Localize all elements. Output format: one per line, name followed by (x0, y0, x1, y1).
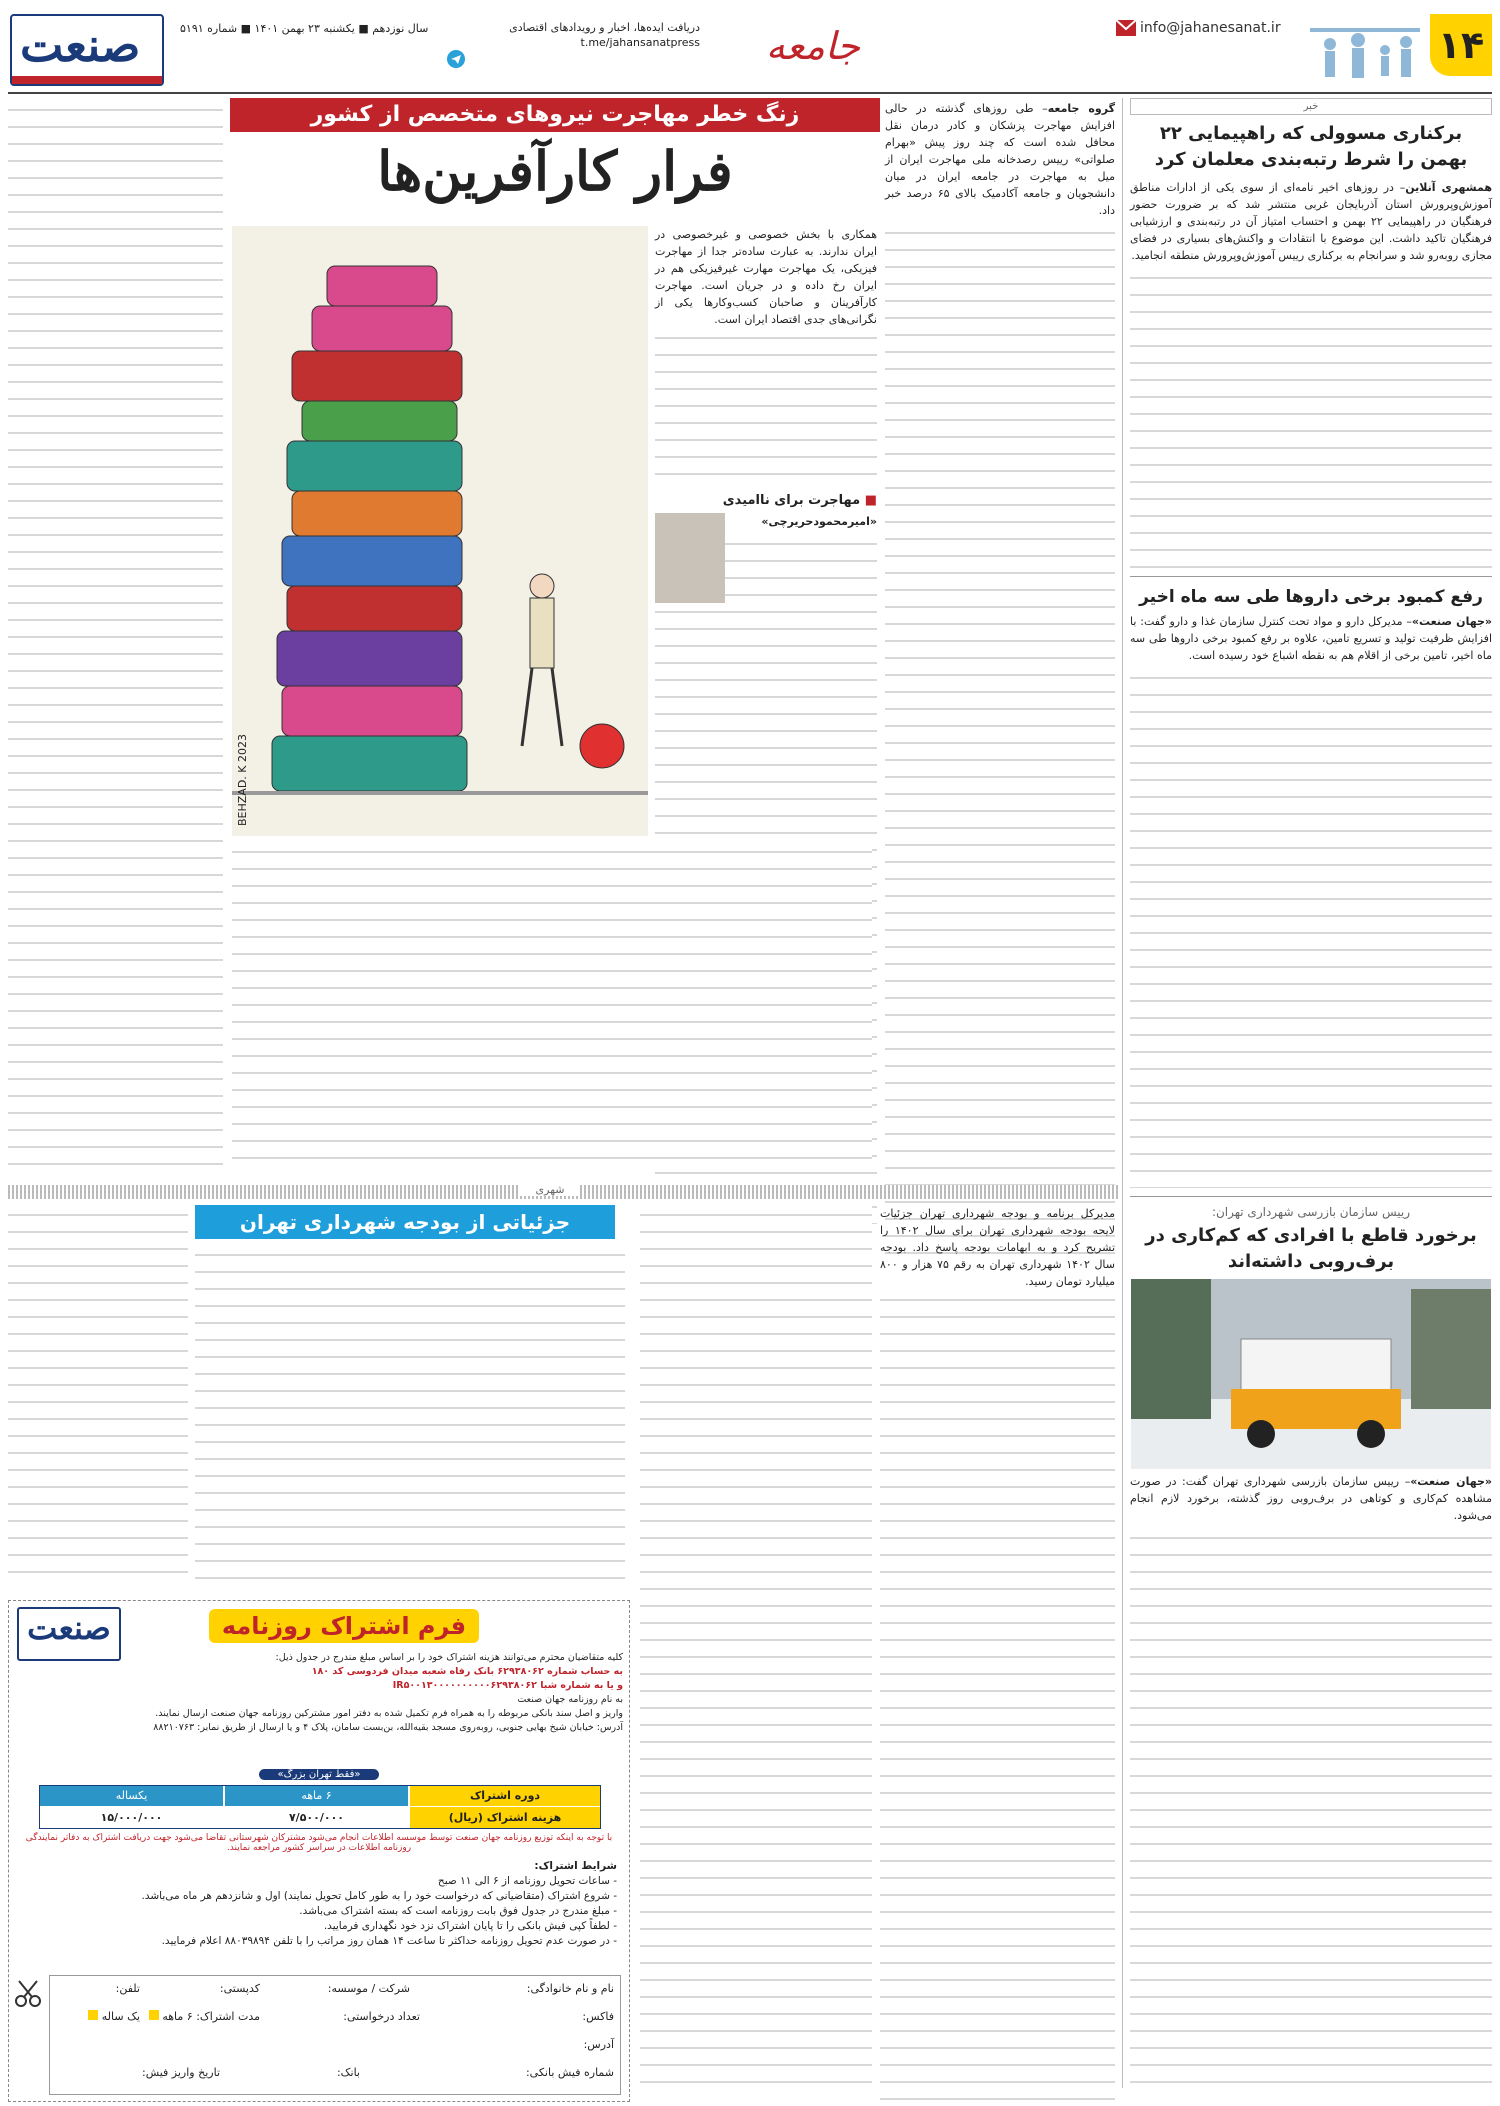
form-note: با توجه به اینکه توزیع روزنامه جهان صنعت توسط موسسه اطلاعات انجام می‌شود مشترکان شهرستانی تقاضا می‌شود جهت دریافت اشتراک به دفاتر نمایندگی روزنامه اطلاعات در سراسر کشور مراجعه نمایند. (25, 1833, 613, 1853)
sidebar-article3-title: برخورد قاطع با افرادی که کم‌کاری در برف‌روبی داشته‌اند (1145, 1225, 1477, 1272)
form-title: فرم اشتراک روزنامه (209, 1609, 479, 1643)
sidebar-article2-body (1130, 613, 1492, 1188)
budget-col4 (8, 1205, 188, 1585)
main-body: همکاری با بخش خصوصی و غیرخصوصی در ایران ندارند. به عبارت ساده‌تر جدا از مهاجرت فیزیکی، یک مهاجرت مهارت غیرفیزیکی هم در ایران رخ داده و در جریان است. مهاجرت کارآفرینان و صاحبان کسب‌وکارها یکی از نگرانی‌های جدی اقتصاد ایران است. (655, 228, 877, 326)
text-lines (8, 100, 223, 1180)
main-title: فرار کارآفرین‌ها (377, 139, 733, 203)
sidebar-article1-text: – در روزهای اخیر نامه‌ای از سوی یکی از ادارات مناطق آموزش‌وپرورش استان آذربایجان غربی منتشر شد که بر ضرورت حضور فرهنگیان در راهپیمایی ۲۲ بهمن و احتساب امتیاز آن در رتبه‌بندی و ارزشیابی فرهنگیان تاکید داشت. این موضوع با انتقادات و واکنش‌های بسیاری در فضای مجازی روبه‌رو شد و سرانجام به برکناری رییس آموزش‌وپرورش منطقه انجامید. (1130, 181, 1492, 262)
main-col-left (8, 100, 223, 1180)
field-duration-label: مدت اشتراک: ۶ ماهه (162, 2010, 260, 2023)
field-bank-label: بانک: (336, 2066, 360, 2079)
field-postal[interactable] (220, 1982, 260, 1995)
form-line1: به حساب شماره ۶۲۹۳۸۰۶۲ بانک رفاه شعبه میدان فردوسی کد ۱۸۰ (311, 1666, 623, 1677)
issue-info: سال نوزدهم ■ یکشنبه ۲۳ بهمن ۱۴۰۱ ■ شماره ۵۱۹۱ (180, 22, 429, 35)
subscriber-fields (49, 1975, 621, 2095)
field-date-label: تاریخ واریز فیش: (142, 2066, 220, 2079)
field-bank[interactable] (337, 2066, 360, 2079)
text-lines (232, 842, 872, 1172)
field-address-label: آدرس: (583, 2038, 614, 2051)
sidebar-article3-text: – رییس سازمان بازرسی شهرداری تهران گفت: در صورت مشاهده کم‌کاری و کوتاهی در برف‌روبی روز گذشته، برخورد لازم انجام می‌شود. (1130, 1475, 1492, 1522)
td-6month: ۷/۵۰۰/۰۰۰ (288, 1811, 345, 1824)
text-lines (880, 1290, 1115, 2100)
sidebar-article1-lead: همشهری آنلاین (1405, 181, 1493, 194)
sidebar-article1-title: برکناری مسوولی که راهپیمایی ۲۲ بهمن را شرط رتبه‌بندی معلمان کرد (1154, 123, 1468, 170)
form-intro: کلیه متقاضیان محترم می‌توانند هزینه اشتراک خود را بر اساس مبلغ مندرج در جدول ذیل: (275, 1652, 623, 1663)
main-kicker: زنگ خطر مهاجرت نیروهای متخصص از کشور (230, 98, 880, 132)
snow-plow-photo (1131, 1279, 1491, 1469)
form-conditions (27, 1859, 617, 1949)
sidebar-tag-news: خبر (1130, 98, 1492, 115)
field-year-label: یک ساله (101, 2010, 140, 2023)
form-instructions (123, 1651, 623, 1735)
sidebar-article1-body (1130, 179, 1492, 568)
section-title: جامعه (765, 24, 860, 68)
form-line2: و یا به شماره شبا IR۵۰۰۱۳۰۰۰۰۰۰۰۰۰۰۶۲۹۳۸۰۶۲ (392, 1680, 623, 1691)
form-logo-text: صنعت (27, 1609, 111, 1647)
text-lines (195, 1245, 625, 1585)
text-lines (1130, 268, 1492, 568)
text-lines (655, 328, 877, 488)
checkbox-12month[interactable] (88, 2010, 98, 2020)
conditions-title: شرایط اشتراک: (534, 1860, 617, 1872)
form-line4: واریز و اصل سند بانکی مربوطه را به همراه فرم تکمیل شده به دفتر امور مشترکین روزنامه جهان صنعت ارسال نمایند. (155, 1708, 623, 1719)
main-subhead (655, 492, 877, 509)
field-company[interactable] (328, 1982, 410, 1995)
condition-item: - ساعات تحویل روزنامه از ۶ الی ۱۱ صبح (437, 1875, 617, 1887)
main-intro (885, 100, 1115, 1263)
sidebar-article2-text: – مدیرکل دارو و مواد تحت کنترل سازمان غذا و دارو گفت: با افزایش ظرفیت تولید و تسریع تامین، علاوه بر رفع کمبود برخی داروها طی سه ماه اخیر، تامین برخی از اقلام هم به نقطه اشباع خود رسیده است. (1130, 615, 1492, 662)
text-lines (885, 223, 1115, 1263)
form-address: آدرس: خیابان شیخ بهایی جنوبی، روبه‌روی مسجد بقیه‌الله، بن‌بست سامان، پلاک ۴ و یا ارسال از طریق نمابر: ۸۸۲۱۰۷۶۳ (153, 1722, 623, 1733)
form-logo (17, 1607, 121, 1661)
checkbox-6month[interactable] (149, 2010, 159, 2020)
field-postal-label: کدپستی: (219, 1982, 260, 1995)
th-cost: هزینه اشتراک (ریال) (410, 1807, 600, 1828)
sidebar (1130, 98, 1492, 2088)
only-tehran: «فقط تهران بزرگ» (259, 1769, 379, 1780)
main-subhead-text: مهاجرت برای ناامیدی (722, 493, 861, 508)
budget-title: جزئیاتی از بودجه شهرداری تهران (195, 1205, 615, 1239)
family-icon (1310, 20, 1420, 80)
budget-col1 (880, 1205, 1115, 2100)
field-name[interactable] (527, 1982, 614, 1995)
field-phone-label: تلفن: (115, 1982, 140, 1995)
text-lines (1130, 1528, 1492, 2088)
field-year[interactable] (88, 2010, 140, 2023)
mail-icon (1115, 14, 1137, 40)
field-fax-label: فاکس: (582, 2010, 614, 2023)
header-divider (8, 92, 1492, 94)
td-12month: ۱۵/۰۰۰/۰۰۰ (100, 1811, 163, 1824)
scissors-icon (13, 1979, 43, 2009)
field-name-label: نام و نام خانوادگی: (526, 1982, 614, 1995)
divider (1130, 1196, 1492, 1197)
subscription-form (8, 1600, 630, 2102)
text-lines (640, 1205, 872, 2085)
logo-bar (12, 76, 162, 84)
logo-text: صنعت (20, 18, 141, 72)
main-intro-text: – طی روزهای گذشته در حالی افزایش مهاجرت پزشکان و کادر درمان نقل محافل شده است که چند روز پیش «بهرام صلواتی» رییس رصدخانه ملی مهاجرت ایران از میل به مهاجرت در جامعه ایران در میان دانشجویان و جامعه آکادمیک بالای ۶۵ درصد خبر داد. (885, 102, 1115, 217)
suitcase-cartoon (232, 226, 648, 836)
condition-item: - شروع اشتراک (متقاضیانی که درخواست خود را به طور کامل تحویل نمایند) اول و شانزدهم هر ماه می‌باشد. (141, 1890, 617, 1902)
field-address[interactable] (584, 2038, 614, 2051)
th-6month: ۶ ماهه (225, 1786, 408, 1806)
divider (1130, 576, 1492, 577)
column-rule (1122, 98, 1123, 2088)
telegram-icon (447, 50, 465, 68)
sidebar-article3-body (1130, 1473, 1492, 2088)
condition-item: - لطفاً کپی فیش بانکی را تا پایان اشتراک نزد خود نگهداری فرمایید. (323, 1920, 617, 1932)
telegram-link[interactable]: t.me/jahansanatpress (580, 36, 700, 49)
shahri-tag: شهری (520, 1183, 580, 1196)
text-lines (8, 1205, 188, 1585)
field-date[interactable] (142, 2066, 220, 2079)
quote-name: «امیرمحمودحریرچی» (761, 515, 877, 528)
price-table (39, 1785, 601, 1829)
th-12month: یکساله (40, 1786, 223, 1806)
main-col-bottom (232, 842, 872, 1172)
cartoon-signature: BEHZAD. K 2023 (236, 734, 249, 826)
author-photo (655, 513, 725, 603)
page-header (0, 0, 1500, 96)
main-lead-author: گروه جامعه (1047, 102, 1115, 115)
sidebar-article2-title: رفع کمبود برخی داروها طی سه ماه اخیر (1139, 587, 1483, 607)
field-slip[interactable] (526, 2066, 614, 2079)
budget-col3 (195, 1245, 625, 1585)
field-company-label: شرکت / موسسه: (327, 1982, 410, 1995)
cartoon (232, 226, 648, 836)
bullet-icon: ■ (860, 493, 877, 508)
form-line3: به نام روزنامه جهان صنعت (517, 1694, 623, 1705)
field-duration[interactable] (149, 2010, 260, 2023)
field-fax[interactable] (582, 2010, 614, 2023)
email-link[interactable]: info@jahanesanat.ir (1140, 20, 1281, 36)
sidebar-tag2: رییس سازمان بازرسی شهرداری تهران: (1211, 1205, 1411, 1219)
sidebar-article2-lead: «جهان صنعت» (1411, 615, 1492, 628)
field-count-label: تعداد درخواستی: (343, 2010, 420, 2023)
th-period: دوره اشتراک (410, 1786, 600, 1806)
sidebar-article3-lead: «جهان صنعت» (1410, 1475, 1493, 1488)
telegram-promo[interactable] (470, 20, 700, 50)
telegram-line1: دریافت ایده‌ها، اخبار و رویدادهای اقتصادی (509, 21, 700, 34)
text-lines (1130, 668, 1492, 1188)
condition-item: - مبلغ مندرج در جدول فوق بابت روزنامه است که بسته اشتراک می‌باشد. (299, 1905, 617, 1917)
field-count[interactable] (343, 2010, 420, 2023)
newspaper-logo (10, 14, 164, 86)
condition-item: - در صورت عدم تحویل روزنامه حداکثر تا ساعت ۱۴ همان روز مراتب را با تلفن ۸۸۰۳۹۸۹۴ اعلام فرمایید. (161, 1935, 617, 1947)
page-number: ۱۴ (1430, 14, 1492, 76)
budget-body: مدیرکل برنامه و بودجه شهرداری تهران جزئیات لایحه بودجه شهرداری تهران برای سال ۱۴۰۲ را تشریح کرد و به ابهامات بودجه پاسخ داد. بودجه سال ۱۴۰۲ شهرداری تهران به رقم ۷۵ هزار و ۸۰۰ میلیارد تومان رسید. (880, 1207, 1116, 1288)
field-phone[interactable] (116, 1982, 140, 1995)
budget-col2 (640, 1205, 872, 2085)
field-slip-label: شماره فیش بانکی: (525, 2066, 614, 2079)
